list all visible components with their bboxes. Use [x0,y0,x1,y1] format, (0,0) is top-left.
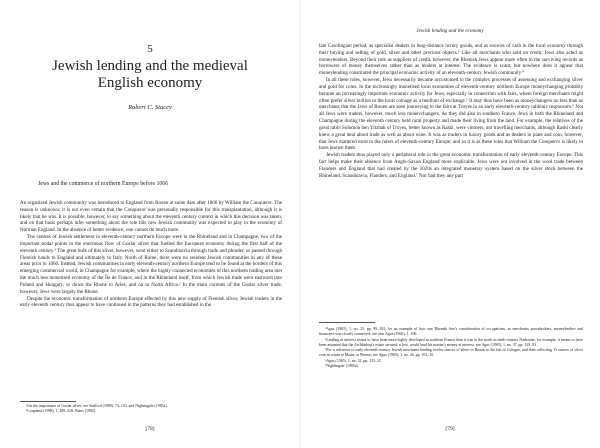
footnote-rule [319,322,375,323]
left-footnotes [20,404,282,415]
author-name: Robert C. Stacey [128,104,172,111]
section-heading: Jews and the commerce of northern Europe before 1066 [38,181,169,187]
right-footnotes [319,327,583,369]
chapter-title-line-1: Jewish lending and the medieval [52,58,248,74]
right-page [300,0,600,448]
footnote: ³Agus (1965), 1, no. 25, pp. 99–103, for an example of how one Rhenish Jew's consideration of occupations, as merchants, pawnbrokers, moneylenders and financiers was closely connected; see also Agus (1965), 1, 106. [319,327,583,337]
chapter-title [30,58,270,92]
paragraph: late Carolingian period, as specialist dealers in long-distance luxury goods, and as sources of cash in the local economy through their buying and selling of gold, silver and other precious objects.³ Like all merchants who sold on credit, Jews also acted as moneylenders. Beyond their role as suppliers of credit, however, the Rhenish Jews appear more often in the surviving records as borrowers of money themselves rather than as lenders at interest. The evidence is scant, but nowhere does it appear that moneylending constituted the principal economic activity of an eleventh-century Jewish community.⁴ [319,43,583,77]
paragraph: Jewish traders thus played only a peripheral role in the great economic transformation of early eleventh-century Europe. This fact helps make their absence from Anglo-Saxon England more explicable. Jews were not involved in the wool trade between Flanders and England that had created by the 1020s an integrated monetary system based on the silver stock between the Rhineland, Scandinavia, Flanders, and England.⁷ Nor had they any part [319,152,583,179]
footnote: ²Coupland (1988), 1, 489–528; Bates (1982). [26,409,97,414]
chapter-title-line-2: English economy [97,75,203,91]
page-number: [79] [445,426,455,432]
footnote-rule [20,401,76,402]
footnote: ⁷Nightingale (1985a). [325,364,359,369]
footnote: ¹On the importance of Goslar silver, see Stafford (1989), 74–103, and Nightingale (1985a). [26,404,168,408]
page-number: [78] [145,426,155,432]
running-head: Jewish lending and the economy [416,28,484,34]
footnote: ⁴Lending at interest seems to have been more highly developed in southern France than it was in the north in tenth-century Narbonne, for example, it seems to have been assumed that the Archbishop's estate secured, a Jew, would lend his master's money at interest: see Agus (1965), 1, no. 37, pp. 139–93. [319,337,583,347]
paragraph: An organized Jewish community was introduced to England from Rouen at some date after 1066 by William the Conqueror. The reason is unknown; it is not even certain that the Conqueror was personally responsible for this transplantation, although it is likely that he was. It is possible, however, to say something about the eleventh century context in which this decision was taken, and on that basis perhaps infer something about the role this new Jewish community was expected to play in the economy of Norman England. In the absence of better evidence, one cannot do much more. [20,200,282,234]
right-body-text [319,43,583,180]
paragraph: Despite the economic transformation of northern Europe effected by this new supply of Flemish silver, Jewish traders in the early eleventh century thus appear to have continued in the patterns they had established in the [20,295,282,309]
footnote: ⁶Agus (1965), 1, no. 32, pp. 123–31. [325,358,382,363]
footnote: ⁵For a reference to early eleventh century Jewish merchants lending twelve ounces of silver to Rouen to the fair of Cologne, and then collecting 13 ounces of silver coin in return at Mainz or Worms, see Agus (1965), 1, no. 26, pp. 103–10. [319,348,583,358]
paragraph: The centres of Jewish settlement in eleventh-century northern Europe were in the Rhineland and in Champagne, two of the important nodal points in the enormous flow of Goslar silver that fuelled the European economy during the first half of the eleventh century.¹ The great bulk of this silver, however, went either to Scandinavia through trade and plunder, or passed through Flemish hands to England and ultimately to Italy. North of Rome, there were no resident Jewish communities in any of these areas prior to 1066. Instead, Jewish communities in early eleventh-century northern Europe tend to be found at the borders of this emerging commercial world, in Champagne for example, where the highly connected economies of this northern trading area met the much less monetised economy of the Île de France, and in the Rhineland itself, from which Jewish trade went eastward into Poland and Hungary, or down the Rhone to Arles, and on to North Africa.² In the main currents of the Goslar silver trade, however, Jews were largely the Rhone. [20,234,282,295]
paragraph: In all these roles, however, Jews necessarily became accustomed to the complex processes of assessing and exchanging silver and gold for coins. In the increasingly monetised local economies of eleventh-century northern Europe moneychanging probably became an increasingly important economic activity for Jews, especially in connection with fairs, where foreign merchants might often prefer silver bullion to the local coinage as a medium of exchange.⁵ It may thus have been as moneychangers no less than as merchants that the Jews of Rouen are seen journeying to the fairs at Troyes in an early eleventh-century rabbinic responsum.⁶ Not all Jews were traders, however, much less moneychangers. As they did also in southern France, Jews in both the Rhineland and Champagne during the eleventh century held rural property and made their living from the land. For example, the relatives of the great rabbi Solomon ben Yitzhak of Troyes, better known as Rashi, were vintners, not travelling merchants, although Rashi clearly knew a great deal about trade as well as about wine. It was as traders in luxury goods and as dealers in plate and coin, however, that Jews mattered most to the rulers of eleventh-century Europe; and so it is as these roles that William the Conqueror is likely to have known them. [319,77,583,152]
chapter-number: 5 [147,43,153,55]
left-body-text [20,200,282,309]
